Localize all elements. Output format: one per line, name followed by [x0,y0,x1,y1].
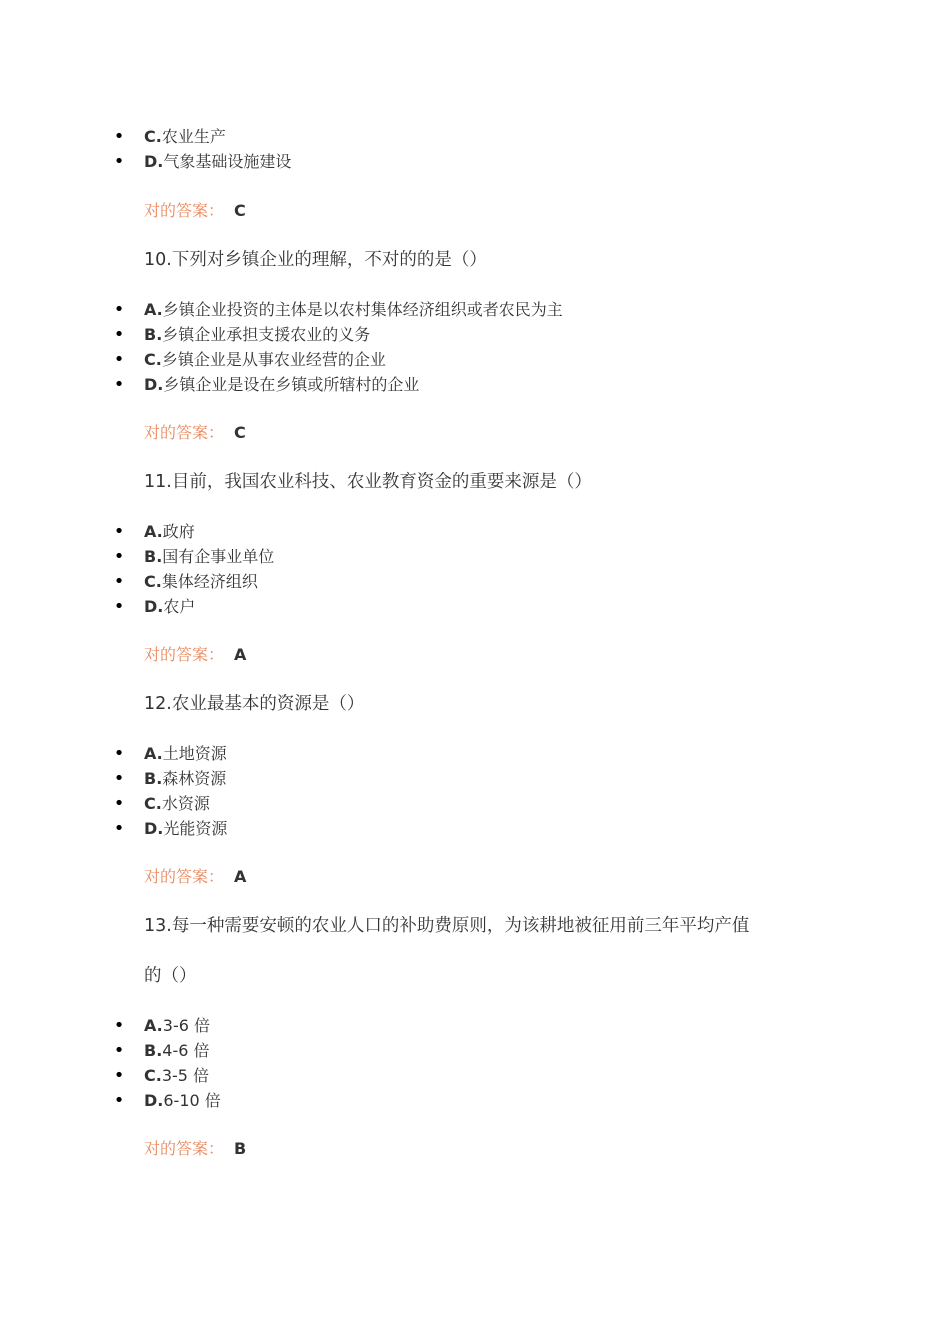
option-d: • D.6-10 倍 [113,1090,221,1111]
q11-answer: 对的答案： A [144,645,247,664]
bullet-icon: • [113,768,125,789]
q13-question-line1: 13.每一种需要安顿的农业人口的补助费原则，为该耕地被征用前三年平均产值 [144,916,750,936]
option-a: • A.政府 [113,521,195,542]
option-d: • D.乡镇企业是设在乡镇或所辖村的企业 [113,374,420,395]
option-b: • B.乡镇企业承担支援农业的义务 [113,324,371,345]
bullet-icon: • [113,349,125,370]
bullet-icon: • [113,546,125,567]
bullet-icon: • [113,596,125,617]
q11-question: 11.目前，我国农业科技、农业教育资金的重要来源是（） [144,472,592,492]
bullet-icon: • [113,743,125,764]
q13-question-line2: 的（） [144,966,197,986]
bullet-icon: • [113,299,125,320]
option-d: • D.气象基础设施建设 [113,151,292,172]
option-b: • B.森林资源 [113,768,227,789]
bullet-icon: • [113,521,125,542]
bullet-icon: • [113,126,125,147]
q13-answer: 对的答案： B [144,1139,247,1158]
option-a: • A.3-6 倍 [113,1015,210,1036]
option-c: • C.农业生产 [113,126,226,147]
q10-answer: 对的答案： C [144,423,246,442]
bullet-icon: • [113,793,125,814]
q10-question: 10.下列对乡镇企业的理解，不对的的是（） [144,250,487,270]
option-a: • A.土地资源 [113,743,227,764]
bullet-icon: • [113,151,125,172]
option-c: • C.3-5 倍 [113,1065,210,1086]
bullet-icon: • [113,571,125,592]
bullet-icon: • [113,1065,125,1086]
option-a: • A.乡镇企业投资的主体是以农村集体经济组织或者农民为主 [113,299,563,320]
q12-answer: 对的答案： A [144,867,247,886]
q12-question: 12.农业最基本的资源是（） [144,694,365,714]
option-c: • C.集体经济组织 [113,571,258,592]
option-b: • B.国有企事业单位 [113,546,275,567]
q11-options [0,519,950,619]
bullet-icon: • [113,1040,125,1061]
q12-options [0,741,950,841]
bullet-icon: • [113,1090,125,1111]
bullet-icon: • [113,374,125,395]
q10-options [0,297,950,397]
option-c: • C.水资源 [113,793,210,814]
bullet-icon: • [113,1015,125,1036]
option-c: • C.乡镇企业是从事农业经营的企业 [113,349,386,370]
option-d: • D.农户 [113,596,196,617]
bullet-icon: • [113,324,125,345]
option-d: • D.光能资源 [113,818,228,839]
bullet-icon: • [113,818,125,839]
q9-answer: 对的答案： C [144,201,246,220]
option-b: • B.4-6 倍 [113,1040,210,1061]
q13-options [0,1013,950,1113]
q9-options [0,124,950,174]
